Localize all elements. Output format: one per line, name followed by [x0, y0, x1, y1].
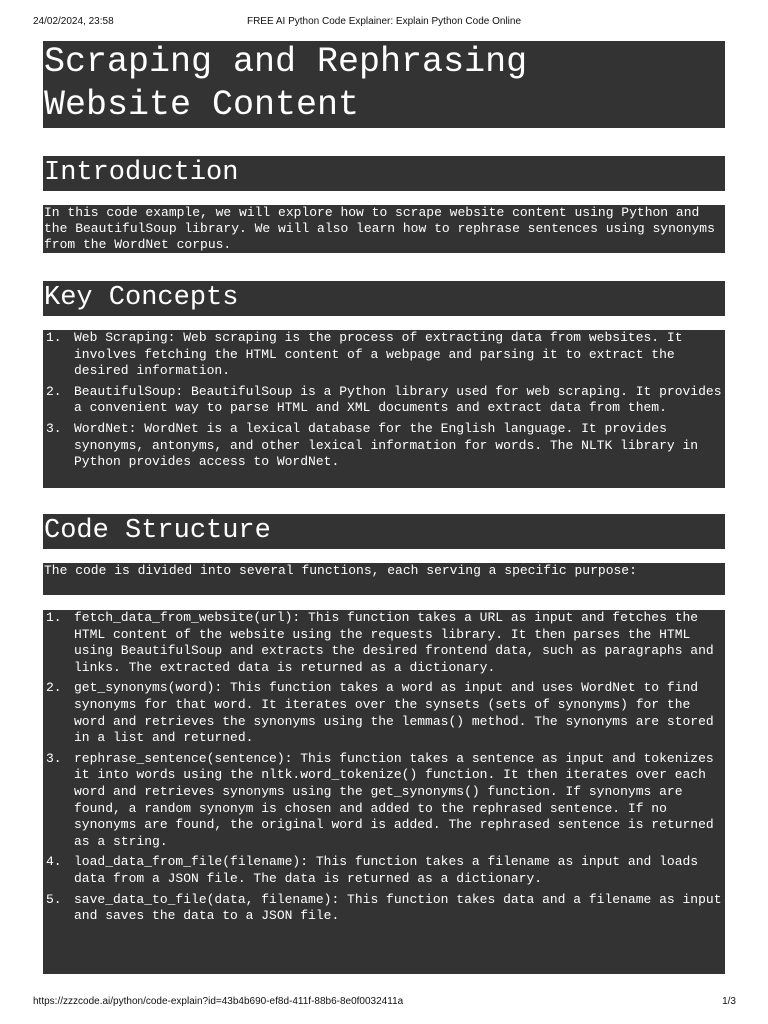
list-item: 4. load_data_from_file(filename): This function takes a filename as input and loads data from a JSON file. The data is returned as a dictionary.: [46, 854, 699, 886]
key-concepts-heading: Key Concepts: [43, 281, 725, 316]
page-number: 1/3: [722, 996, 736, 1007]
list-item: 5. save_data_to_file(data, filename): This function takes data and a filename as input and saves the data to a JSON file.: [46, 891, 722, 924]
list-item: 1. fetch_data_from_website(url): This function takes a URL as input and fetches the HTML content of the website using the requests library. It then parses the HTML using BeautifulSoup and extracts the desired frontend data, such as paragraphs and links. The extracted data is returned as a dictionary.: [46, 610, 714, 675]
functions-list: [43, 610, 725, 974]
print-datetime: 24/02/2024, 23:58: [33, 16, 114, 27]
document-title-line-2: Website Content: [44, 85, 360, 125]
document-title: [43, 41, 725, 128]
introduction-text: In this code example, we will explore how to scrape website content using Python and the BeautifulSoup library. We will also learn how to rephrase sentences using synonyms from the WordNet corpus.: [43, 205, 725, 253]
key-concepts-list: [43, 330, 725, 488]
list-item: 3. WordNet: WordNet is a lexical database for the English language. It provides synonyms, antonyms, and other lexical information for words. The NLTK library in Python provides access to WordNet.: [46, 420, 699, 470]
code-structure-intro: The code is divided into several functions, each serving a specific purpose:: [43, 563, 725, 595]
document-title-line-1: Scraping and Rephrasing: [44, 42, 528, 82]
code-structure-heading: Code Structure: [43, 514, 725, 549]
introduction-heading: Introduction: [43, 156, 725, 191]
list-item: 2. BeautifulSoup: BeautifulSoup is a Python library used for web scraping. It provides a convenient way to parse HTML and XML documents and extract data from them.: [46, 383, 722, 416]
list-item: 1. Web Scraping: Web scraping is the process of extracting data from websites. It involves fetching the HTML content of a webpage and parsing it to extract the desired information.: [46, 330, 683, 379]
print-page-title: FREE AI Python Code Explainer: Explain Python Code Online: [246, 16, 522, 27]
print-url: https://zzzcode.ai/python/code-explain?id=43b4b690-ef8d-411f-88b6-8e0f0032411a: [33, 996, 404, 1007]
list-item: 2. get_synonyms(word): This function takes a word as input and uses WordNet to find synonyms for that word. It iterates over the synsets (sets of synonyms) for the word and retrieves the synonyms using the lemmas() method. The synonyms are stored in a list and returned.: [46, 680, 714, 746]
list-item: 3. rephrase_sentence(sentence): This function takes a sentence as input and tokenizes it into words using the nltk.word_tokenize() function. It then iterates over each word and retrieves synonyms using the get_synonyms() function. If synonyms are found, a random synonym is chosen and added to the rephrased sentence. If no synonyms are found, the original word is added. The rephrased sentence is returned as a string.: [46, 750, 714, 849]
